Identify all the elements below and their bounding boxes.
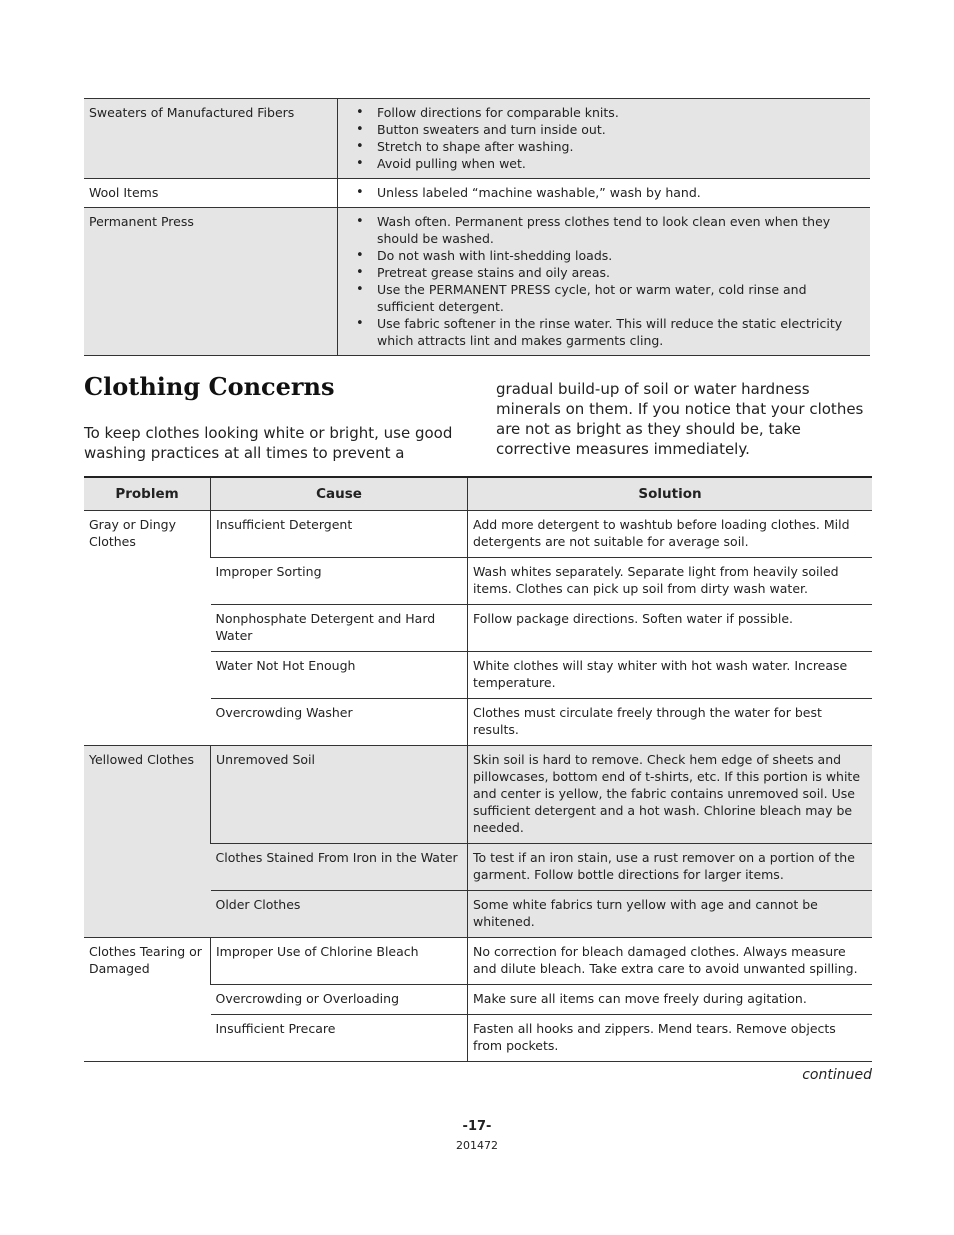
cause-cell: Overcrowding Washer [211,699,468,746]
cause-cell: Clothes Stained From Iron in the Water [211,844,468,891]
table-row [84,746,872,844]
solution-cell: Some white fabrics turn yellow with age and cannot be whitened. [468,891,873,938]
cause-cell: Water Not Hot Enough [211,652,468,699]
table-row [84,511,872,558]
document-number: 201472 [456,1139,498,1152]
section-heading: Clothing Concerns [84,372,335,401]
header-problem: Problem [84,477,211,511]
intro-paragraph-start: To keep clothes looking white or bright, use good washing practices at all times to prevent a [84,424,453,462]
tip-item: • Use fabric softener in the rinse water. This will reduce the static electricity which attracts lint and makes garments cling. [377,315,865,349]
tip-item: • Unless labeled “machine washable,” wash by hand. [377,184,865,201]
tip-item: • Wash often. Permanent press clothes tend to look clean even when they should be washed. [377,213,865,247]
solution-cell: Follow package directions. Soften water if possible. [468,605,873,652]
tip-list [343,213,865,349]
care-row [84,208,870,356]
header-solution: Solution [468,477,873,511]
problem-cell: Gray or Dingy Clothes [84,511,211,746]
solution-cell: To test if an iron stain, use a rust remover on a portion of the garment. Follow bottle directions for larger items. [468,844,873,891]
cause-cell: Older Clothes [211,891,468,938]
care-tips [338,179,871,208]
tip-item: • Do not wash with lint-shedding loads. [377,247,865,264]
page-number: -17- [462,1119,492,1134]
solution-cell: No correction for bleach damaged clothes. Always measure and dilute bleach. Take extra care to avoid unwanted spilling. [468,938,873,985]
solution-cell: Clothes must circulate freely through the water for best results. [468,699,873,746]
tip-list [343,104,865,172]
cause-cell: Overcrowding or Overloading [211,985,468,1015]
clothing-concerns-table [84,476,872,1062]
tip-item: • Stretch to shape after washing. [377,138,865,155]
solution-cell: Add more detergent to washtub before loading clothes. Mild detergents are not suitable for average soil. [468,511,873,558]
cause-cell: Insufficient Precare [211,1015,468,1062]
tip-item: • Use the PERMANENT PRESS cycle, hot or warm water, cold rinse and sufficient detergent. [377,281,865,315]
header-cause: Cause [211,477,468,511]
continued-note: continued [802,1067,872,1083]
tip-list [343,184,865,201]
cause-cell: Improper Use of Chlorine Bleach [211,938,468,985]
cause-cell: Improper Sorting [211,558,468,605]
table-row [84,938,872,985]
care-tips [338,99,871,179]
tip-item: • Avoid pulling when wet. [377,155,865,172]
tip-item: • Follow directions for comparable knits. [377,104,865,121]
fabric-type: Sweaters of Manufactured Fibers [84,99,338,179]
intro-paragraph-end: gradual build-up of soil or water hardness minerals on them. If you notice that your clothes are not as bright as they should be, take corrective measures immediately. [496,380,864,458]
solution-cell: Fasten all hooks and zippers. Mend tears. Remove objects from pockets. [468,1015,873,1062]
problem-cell: Clothes Tearing or Damaged [84,938,211,1062]
care-row [84,179,870,208]
cause-cell: Unremoved Soil [211,746,468,844]
solution-cell: White clothes will stay whiter with hot wash water. Increase temperature. [468,652,873,699]
care-instructions-table [84,98,870,356]
solution-cell: Skin soil is hard to remove. Check hem edge of sheets and pillowcases, bottom end of t-shirts, etc. If this portion is white and center is yellow, the fabric contains unremoved soil. Use sufficient detergent and a hot wash. Chlorine bleach may be needed. [468,746,873,844]
header-row [84,477,872,511]
fabric-type: Wool Items [84,179,338,208]
solution-cell: Wash whites separately. Separate light from heavily soiled items. Clothes can pick up soil from dirty wash water. [468,558,873,605]
care-row [84,99,870,179]
tip-item: • Button sweaters and turn inside out. [377,121,865,138]
care-tips [338,208,871,356]
tip-item: • Pretreat grease stains and oily areas. [377,264,865,281]
solution-cell: Make sure all items can move freely during agitation. [468,985,873,1015]
cause-cell: Nonphosphate Detergent and Hard Water [211,605,468,652]
cause-cell: Insufficient Detergent [211,511,468,558]
problem-cell: Yellowed Clothes [84,746,211,938]
fabric-type: Permanent Press [84,208,338,356]
